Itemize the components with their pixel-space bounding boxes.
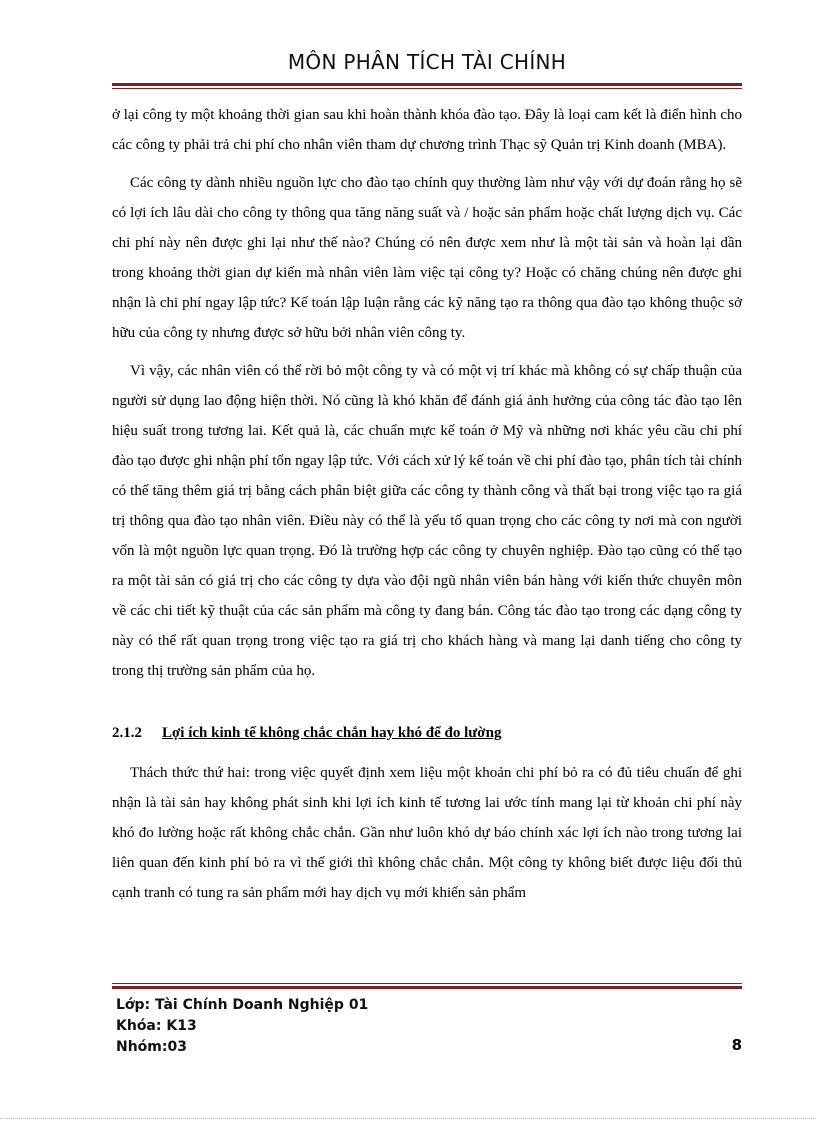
page-bottom-border	[0, 1118, 816, 1119]
paragraph-training-costs: Các công ty dành nhiều nguồn lực cho đào tạo chính quy thường làm như vậy với dự đoán rằng họ sẽ có lợi ích lâu dài cho công ty thông qua tăng năng suất và / hoặc sản phẩm hoặc chất lượng dịch vụ. Các chi phí này nên được ghi lại như thế nào? Chúng có nên được xem như là một tài sản và hoàn lại dần trong khoảng thời gian dự kiến mà nhân viên làm việc tại công ty? Hoặc có chăng chúng nên được ghi nhận là chi phí ngay lập tức? Kế toán lập luận rằng các kỹ năng tạo ra thông qua đào tạo không thuộc sở hữu của công ty nhưng được sở hữu bởi nhân viên công ty.	[112, 175, 742, 341]
footer-info	[116, 995, 368, 1058]
section-number: 2.1.2	[112, 725, 142, 741]
footer-rule	[112, 983, 742, 989]
page-header-title: MÔN PHÂN TÍCH TÀI CHÍNH	[287, 50, 567, 74]
footer-group: Nhóm:03	[116, 1039, 187, 1055]
section-heading	[112, 718, 742, 748]
paragraph-second-challenge: Thách thức thứ hai: trong việc quyết định xem liệu một khoản chi phí bỏ ra có đủ tiêu chuẩn để ghi nhận là tài sản hay không phát sinh khi lợi ích kinh tế tương lai ước tính mang lại từ khoản chi phí này khó đo lường hoặc rất không chắc chắn. Gần như luôn khó dự báo chính xác lợi ích nào trong tương lai liên quan đến kinh phí bỏ ra vì thế giới thì không chắc chắn. Một công ty không biết được liệu đối thủ cạnh tranh có tung ra sản phẩm mới hay dịch vụ mới khiến sản phẩm	[112, 765, 742, 901]
header-rule	[112, 83, 742, 89]
section-title: Lợi ích kinh tế không chắc chắn hay khó để đo lường	[162, 725, 502, 741]
page-number: 8	[731, 1036, 742, 1054]
paragraph-continuation: ở lại công ty một khoảng thời gian sau khi hoàn thành khóa đào tạo. Đây là loại cam kết là điển hình cho các công ty phải trả chi phí cho nhân viên tham dự chương trình Thạc sỹ Quản trị Kinh doanh (MBA).	[112, 107, 742, 153]
paragraph-accounting-standards: Vì vậy, các nhân viên có thể rời bỏ một công ty và có một vị trí khác mà không có sự chấp thuận của người sử dụng lao động hiện thời. Nó cũng là khó khăn để đánh giá ảnh hưởng của công tác đào tạo lên hiệu suất trong tương lai. Kết quả là, các chuẩn mực kế toán ở Mỹ và những nơi khác yêu cầu chi phí đào tạo được ghi nhận phí tổn ngay lập tức. Với cách xử lý kế toán về chi phí đào tạo, phân tích tài chính có thể tăng thêm giá trị bằng cách phân biệt giữa các công ty thành công và thất bại trong việc tạo ra giá trị thông qua đào tạo nhân viên. Điều này có thể là yếu tố quan trọng cho các công ty nơi mà con người vốn là một nguồn lực quan trọng. Đó là trường hợp các công ty chuyên nghiệp. Đào tạo cũng có thể tạo ra một tài sản có giá trị cho các công ty dựa vào đội ngũ nhân viên bán hàng với kiến thức chuyên môn về các chi tiết kỹ thuật của các sản phẩm mà công ty đang bán. Công tác đào tạo trong các dạng công ty này có thể rất quan trọng trong việc tạo ra giá trị cho khách hàng và mang lại danh tiếng cho công ty trong thị trường sản phẩm của họ.	[112, 363, 742, 679]
document-body	[112, 100, 742, 916]
footer-course: Khóa: K13	[116, 1018, 197, 1034]
footer-class: Lớp: Tài Chính Doanh Nghiệp 01	[116, 997, 369, 1013]
